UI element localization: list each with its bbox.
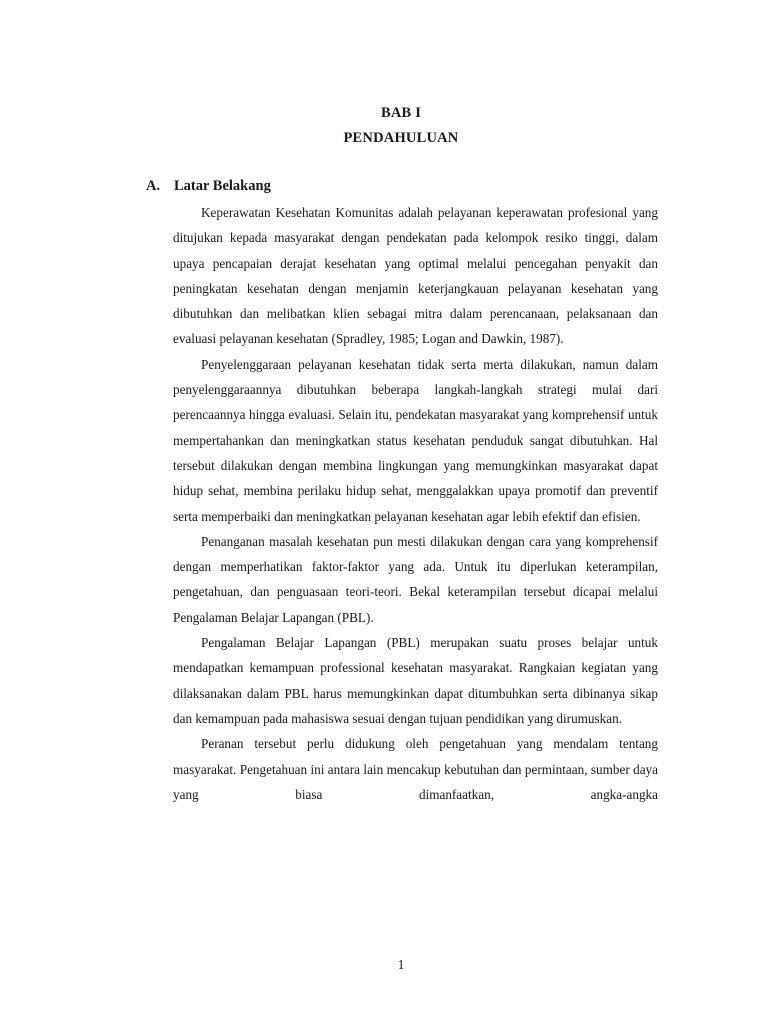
paragraph-1: Keperawatan Kesehatan Komunitas adalah pelayanan keperawatan profesional yang ditujukan kepada masyarakat dengan pendekatan pada kelompok resiko tinggi, dalam upaya pencapaian derajat kesehatan yang optimal melalui pencegahan penyakit dan peningkatan kesehatan dengan menjamin keterjangkauan pelayanan kesehatan yang dibutuhkan dan melibatkan klien sebagai mitra dalam perencanaan, pelaksanaan dan evaluasi pelayanan kesehatan (Spradley, 1985; Logan and Dawkin, 1987).	[173, 205, 658, 347]
section-heading	[146, 178, 271, 195]
chapter-title: PENDAHULUAN	[343, 130, 459, 146]
paragraph-4: Pengalaman Belajar Lapangan (PBL) merupakan suatu proses belajar untuk mendapatkan kemampuan professional kesehatan masyarakat. Rangkaian kegiatan yang dilaksanakan dalam PBL harus memungkinkan dapat ditumbuhkan serta dibinanya sikap dan kemampuan pada mahasiswa sesuai dengan tujuan pendidikan yang dirumuskan.	[173, 635, 658, 726]
section-title: Latar Belakang	[174, 178, 271, 194]
chapter-number: BAB I	[380, 105, 422, 121]
body-text	[173, 200, 658, 807]
paragraph-3: Penanganan masalah kesehatan pun mesti dilakukan dengan cara yang komprehensif dengan memperhatikan faktor-faktor yang ada. Untuk itu diperlukan keterampilan, pengetahuan, dan penguasaan teori-teori. Bekal keterampilan tersebut dicapai melalui Pengalaman Belajar Lapangan (PBL).	[173, 533, 658, 625]
section-letter: A.	[146, 178, 161, 194]
paragraph-5: Peranan tersebut perlu didukung oleh pengetahuan yang mendalam tentang masyarakat. Pengetahuan ini antara lain mencakup kebutuhan dan permintaan, sumber daya yang biasa dimanfaatkan, angka-angka	[173, 736, 658, 802]
page-number: 1	[397, 957, 405, 972]
paragraph-2: Penyelenggaraan pelayanan kesehatan tidak serta merta dilakukan, namun dalam penyelenggaraannya dibutuhkan beberapa langkah-langkah strategi mulai dari perencaannya hingga evaluasi. Selain itu, pendekatan masyarakat yang komprehensif untuk mempertahankan dan meningkatkan status kesehatan penduduk sangat dibutuhkan. Hal tersebut dilakukan dengan membina lingkungan yang memungkinkan masyarakat dapat hidup sehat, membina perilaku hidup sehat, menggalakkan upaya promotif dan preventif serta memperbaiki dan meningkatkan pelayanan kesehatan agar lebih efektif dan efisien.	[173, 356, 658, 524]
